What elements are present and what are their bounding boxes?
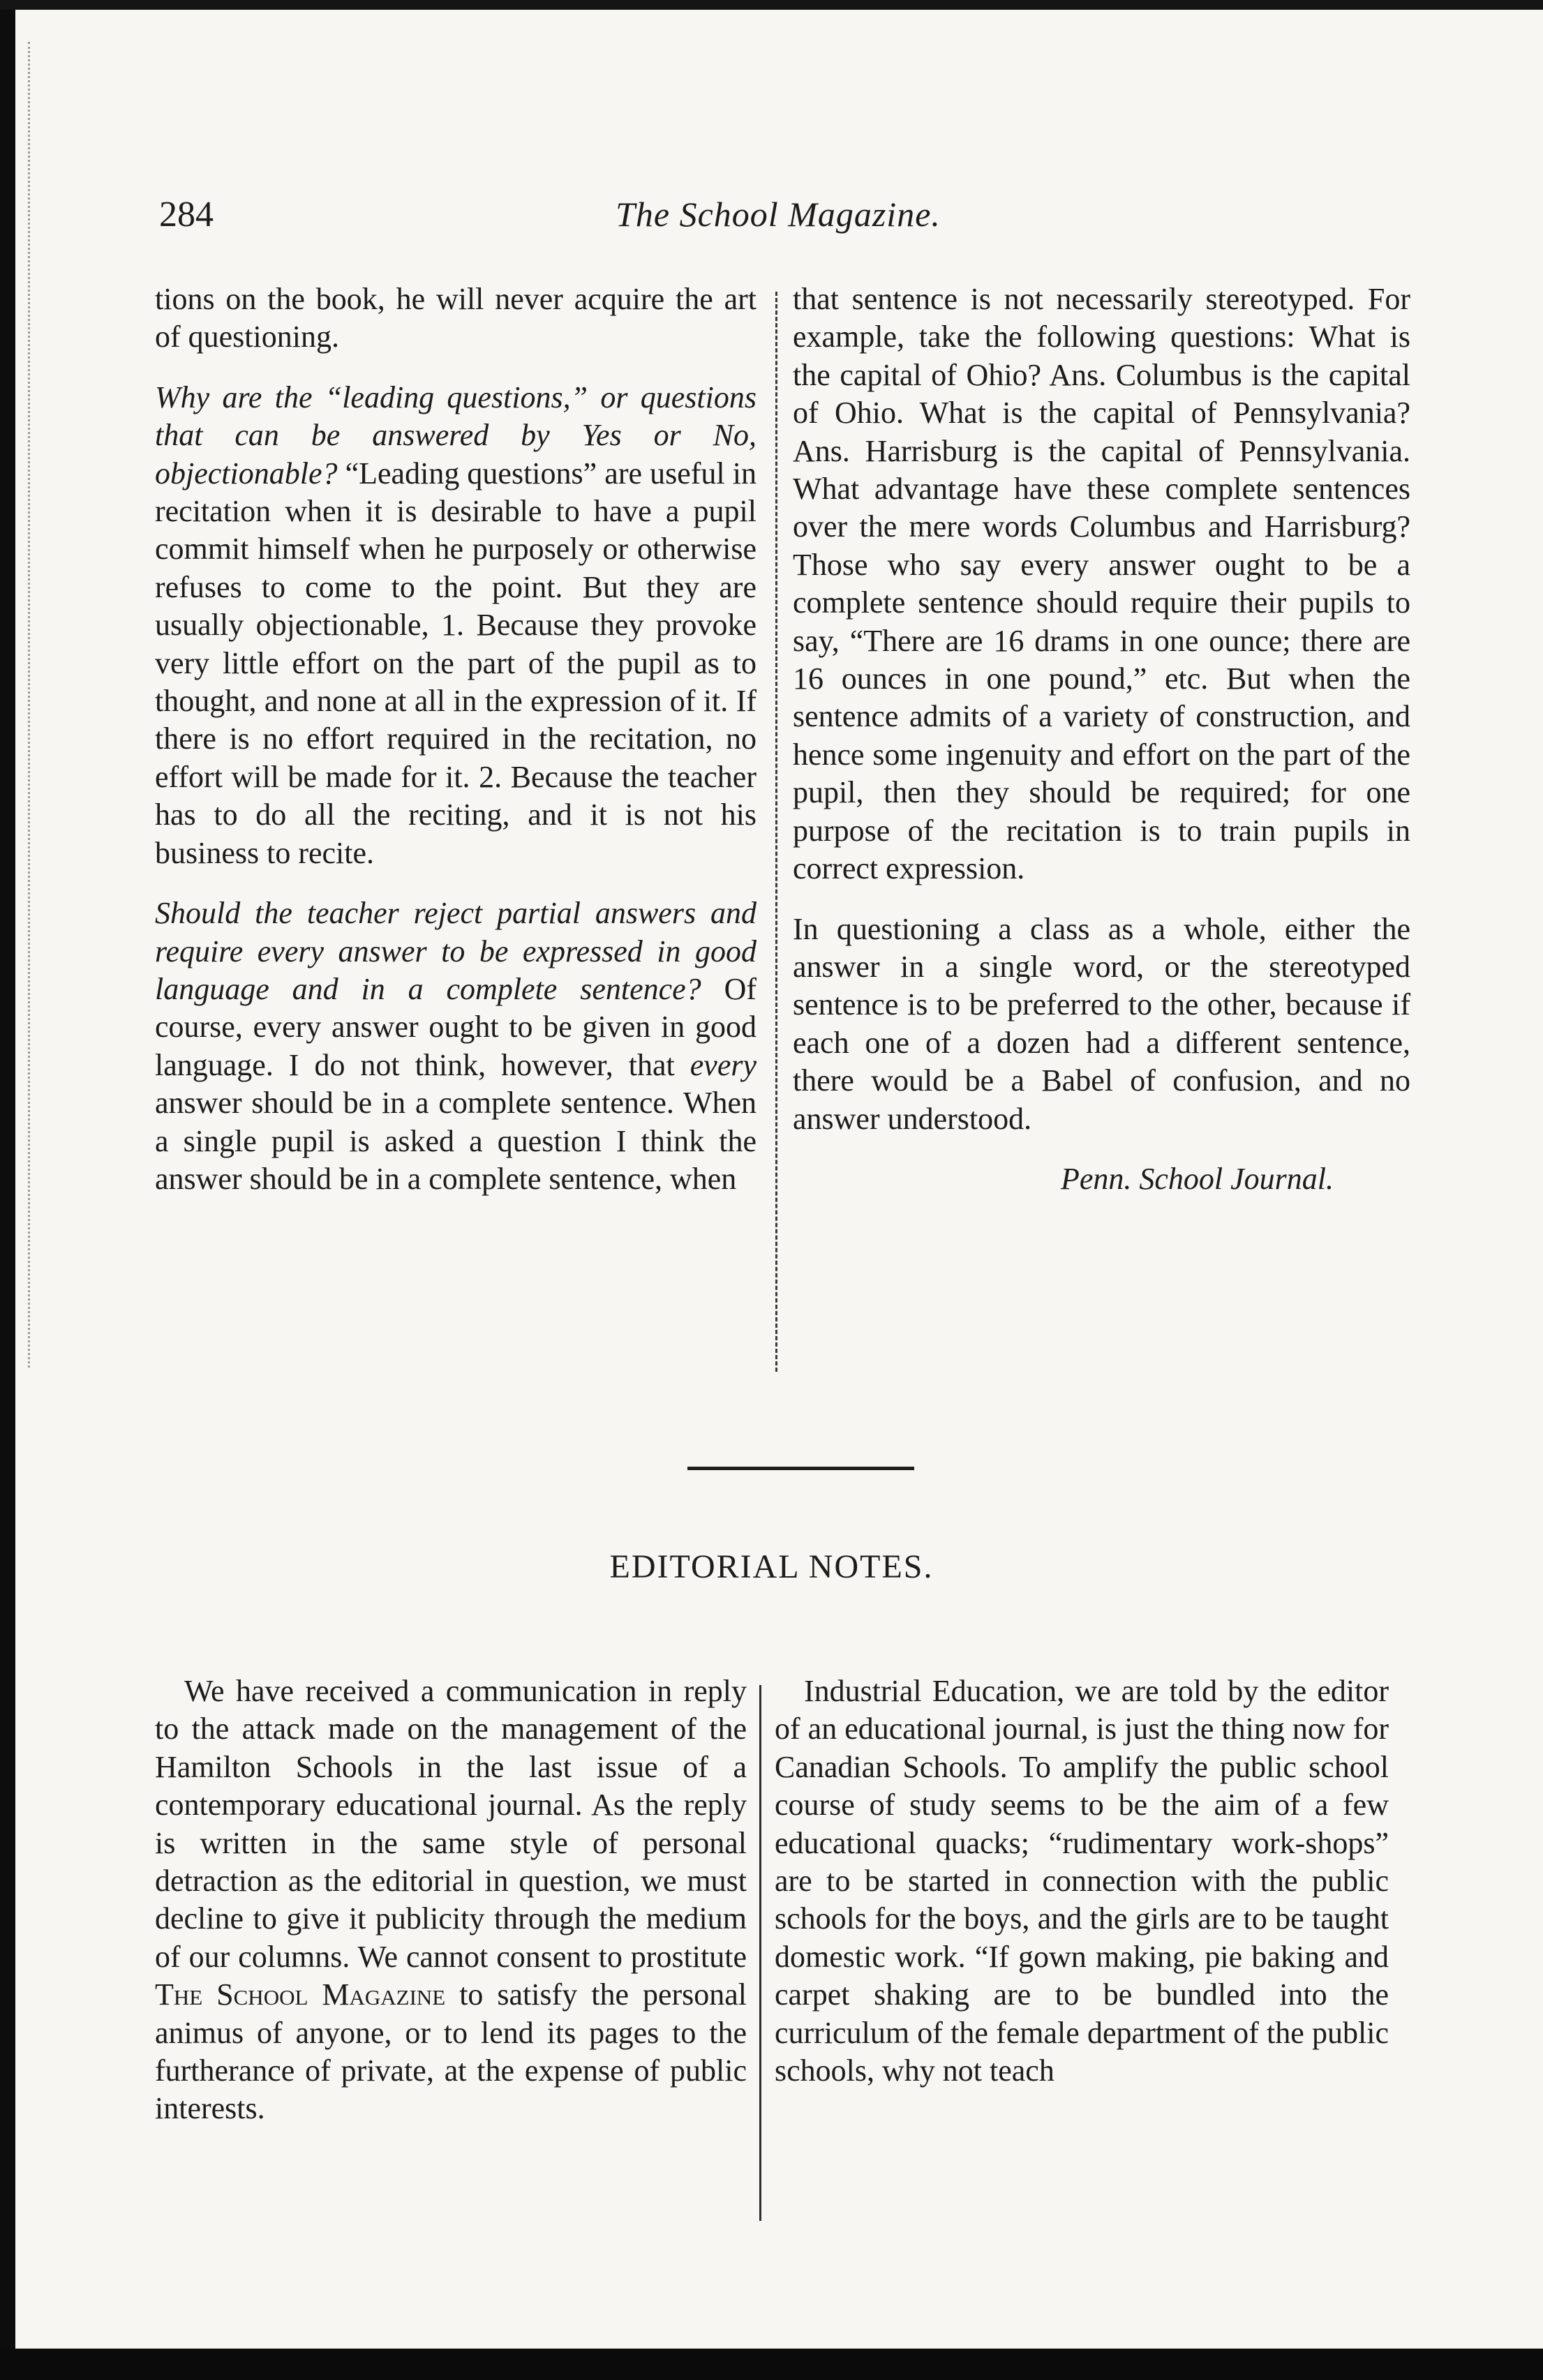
page-number: 284 bbox=[159, 195, 214, 234]
section-title: EDITORIAL NOTES. bbox=[609, 1548, 934, 1585]
article-right-column bbox=[793, 280, 1410, 1198]
answer-text: Of course, every answer ought to be given in good language. I do not think, however, that bbox=[155, 971, 756, 1082]
answer-text: answer should be in a complete sentence. When a single pupil is asked a question I think the answer should be in a complete sentence, when bbox=[155, 1086, 756, 1196]
article-paragraph: tions on the book, he will never acquire the art of questioning. bbox=[155, 282, 756, 354]
running-title: The School Magazine. bbox=[616, 195, 941, 234]
magazine-name: The School Magazine bbox=[155, 1977, 446, 2012]
editorial-text: We have received a communication in reply to the attack made on the management of the Hamilton Schools in the last issue of a contemporary educational journal. As the reply is written in the same style of personal detraction as the editorial in question, we must decline to give it publicity through the medium of our columns. We cannot consent to prostitute bbox=[155, 1674, 747, 1974]
article-paragraph: In questioning a class as a whole, either the answer in a single word, or the stereotyped sentence is to be preferred to the other, because if each one of a dozen had a different sentence, there would be a Babel of confusion, and no answer understood. bbox=[793, 911, 1410, 1136]
scan-edge-bottom bbox=[0, 2349, 1543, 2380]
question-heading: Why are the “leading questions,” or questions that can be answered by Yes or No, objectionable? bbox=[155, 380, 756, 491]
editorial-paragraph: Industrial Education, we are told by the editor of an educational journal, is just the thing now for Canadian Schools. To amplify the public school course of study seems to be the aim of a few educational quacks; “rudimentary work-shops” are to be started in connection with the public schools for the boys, and the girls are to be taught domestic work. “If gown making, pie baking and carpet shaking are to be bundled into the curriculum of the female department of the public schools, why not teach bbox=[775, 1674, 1389, 2088]
article-paragraph bbox=[155, 895, 756, 1198]
editorial-paragraph bbox=[155, 1672, 747, 2128]
editorial-right-column bbox=[775, 1672, 1389, 2090]
section-divider bbox=[687, 1467, 914, 1470]
answer-text: “Leading questions” are useful in recitation when it is desirable to have a pupil commit himself when he purposely or otherwise refuses to come to the point. But they are usually objectionable, 1. Because they provoke very little effort on the part of the pupil as to thought, and none at all in the expression of it. If there is no effort required in the recitation, no effort will be made for it. 2. Because the teacher has to do all the reciting, and it is not his business to recite. bbox=[155, 456, 756, 870]
editorial-text: to satisfy the personal animus of anyone, or to lend its pages to the furtherance of private, at the expense of public interests. bbox=[155, 1977, 747, 2126]
article-paragraph bbox=[155, 379, 756, 872]
article-left-column bbox=[155, 280, 756, 1198]
question-heading: Should the teacher reject partial answers and require every answer to be expressed in good language and in a complete sentence? bbox=[155, 896, 756, 1006]
article-paragraph: that sentence is not necessarily stereotyped. For example, take the following questions: What is the capital of Ohio? Ans. Columbus is the capital of Ohio. What is the capital of Pennsylvania? Ans. Harrisburg is the capital of Pennsylvania. What advantage have these complete sentences over the mere words Columbus and Harrisburg? Those who say every answer ought to be a complete sentence should require their pupils to say, “There are 16 drams in one ounce; there are 16 ounces in one pound,” etc. But when the sentence admits of a variety of construction, and hence some ingenuity and effort on the part of the pupil, then they should be required; for one purpose of the recitation is to train pupils in correct expression. bbox=[793, 282, 1410, 886]
source-attribution: Penn. School Journal. bbox=[1060, 1161, 1334, 1196]
scan-edge-top bbox=[0, 0, 1543, 10]
editorial-left-column bbox=[155, 1672, 747, 2128]
page-header bbox=[154, 194, 1403, 250]
scan-edge-left bbox=[0, 0, 15, 2380]
emphasis-word: every bbox=[689, 1047, 757, 1082]
column-rule bbox=[759, 1685, 761, 2221]
column-rule bbox=[775, 292, 777, 1372]
scan-specks bbox=[15, 42, 30, 1368]
